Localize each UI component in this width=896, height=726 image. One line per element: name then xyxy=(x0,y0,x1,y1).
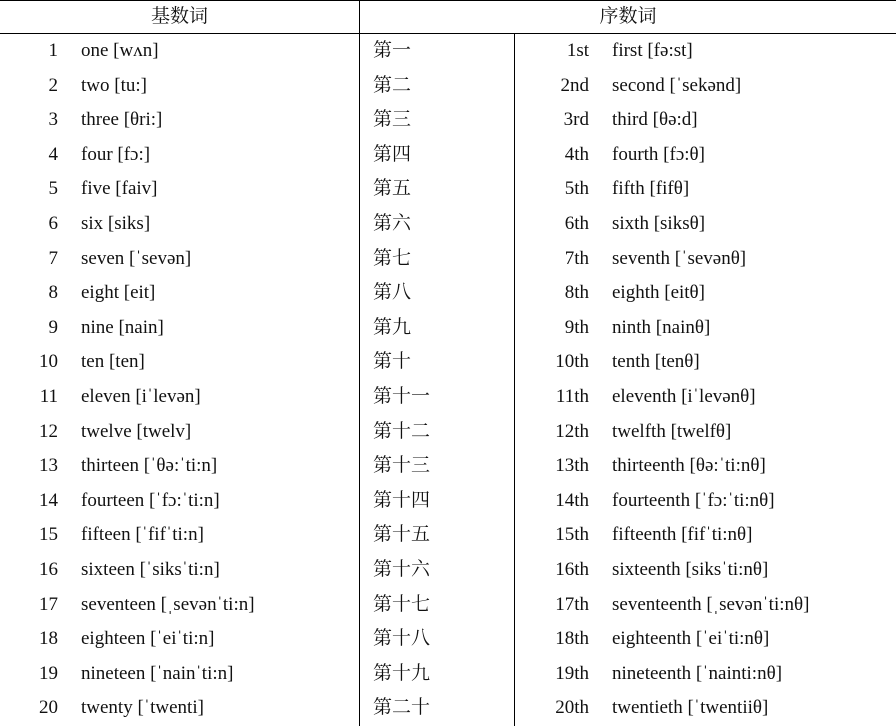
ordinal-abbrev-cell: 14th xyxy=(555,489,589,511)
ordinal-word-cell: fifth [fifθ] xyxy=(612,178,690,200)
ordinal-abbrev-cell: 15th xyxy=(555,524,589,546)
table-row xyxy=(0,588,896,623)
table-row xyxy=(0,657,896,692)
cardinal-number-cell: 1 xyxy=(48,40,58,61)
chinese-ordinal-cell: 第二 xyxy=(373,74,412,96)
cardinal-number-cell: 14 xyxy=(39,489,58,511)
table-row xyxy=(0,103,896,138)
ordinal-abbrev-cell: 13th xyxy=(555,455,589,477)
ordinal-word-cell: third [θə:d] xyxy=(612,109,698,131)
ordinal-abbrev-cell: 12th xyxy=(555,420,589,442)
ordinal-word-cell: ninth [nainθ] xyxy=(612,316,711,338)
ordinal-abbrev-cell: 16th xyxy=(555,559,589,580)
table-row xyxy=(0,311,896,346)
cardinal-number-cell: 7 xyxy=(48,247,58,269)
ordinal-abbrev-cell: 11th xyxy=(555,386,589,407)
ordinal-abbrev-cell: 7th xyxy=(564,247,589,269)
table-row xyxy=(0,138,896,173)
chinese-ordinal-cell: 第九 xyxy=(373,316,412,338)
table-row xyxy=(0,518,896,553)
ordinal-word-cell: twelfth [twelfθ] xyxy=(612,420,732,442)
cardinal-number-cell: 2 xyxy=(48,74,58,96)
ordinal-word-cell: first [fə:st] xyxy=(612,40,693,61)
ordinal-word-cell: fifteenth [fifˈti:nθ] xyxy=(612,524,753,546)
chinese-ordinal-cell: 第七 xyxy=(373,247,412,269)
cardinal-word-cell: eighteen [ˈeiˈti:n] xyxy=(81,628,215,650)
cardinal-word-cell: six [siks] xyxy=(81,213,151,234)
table-row xyxy=(0,415,896,450)
cardinal-number-cell: 10 xyxy=(39,351,58,373)
table-row xyxy=(0,380,896,415)
ordinal-word-cell: fourteenth [ˈfɔ:ˈti:nθ] xyxy=(612,489,775,511)
chinese-ordinal-cell: 第八 xyxy=(373,282,412,304)
ordinal-word-cell: sixth [siksθ] xyxy=(612,213,706,234)
cardinal-word-cell: fifteen [ˈfifˈti:n] xyxy=(81,524,204,546)
ordinal-word-cell: eighth [eitθ] xyxy=(612,282,705,304)
cardinal-word-cell: ten [ten] xyxy=(81,351,145,373)
ordinal-word-cell: sixteenth [siksˈti:nθ] xyxy=(612,559,769,580)
chinese-ordinal-cell: 第十七 xyxy=(373,593,431,615)
cardinal-number-cell: 4 xyxy=(48,143,58,165)
cardinal-word-cell: twelve [twelv] xyxy=(81,420,192,442)
ordinal-word-cell: seventeenth [ˌsevənˈti:nθ] xyxy=(612,593,810,615)
chinese-ordinal-cell: 第二十 xyxy=(373,697,431,719)
cardinal-header: 基数词 xyxy=(150,6,208,27)
table-row xyxy=(0,691,896,726)
cardinal-number-cell: 15 xyxy=(39,524,58,546)
cardinal-word-cell: three [θri:] xyxy=(81,109,163,131)
table-row xyxy=(0,242,896,277)
cardinal-number-cell: 5 xyxy=(48,178,58,200)
table-row xyxy=(0,69,896,104)
cardinal-word-cell: thirteen [ˈθə:ˈti:n] xyxy=(81,455,218,477)
table-row xyxy=(0,207,896,242)
ordinal-word-cell: eighteenth [ˈeiˈti:nθ] xyxy=(612,628,770,650)
ordinal-header: 序数词 xyxy=(599,6,657,27)
ordinal-word-cell: eleventh [iˈlevənθ] xyxy=(612,386,756,407)
table-row xyxy=(0,449,896,484)
cardinal-number-cell: 12 xyxy=(39,420,58,442)
cardinal-number-cell: 13 xyxy=(39,455,58,477)
cardinal-word-cell: twenty [ˈtwenti] xyxy=(81,697,204,719)
chinese-ordinal-cell: 第十六 xyxy=(373,559,431,580)
chinese-ordinal-cell: 第五 xyxy=(373,178,412,200)
table-row xyxy=(0,276,896,311)
table-row xyxy=(0,484,896,519)
ordinal-abbrev-cell: 3rd xyxy=(563,109,589,131)
cardinal-number-cell: 16 xyxy=(39,559,58,580)
ordinal-abbrev-cell: 5th xyxy=(564,178,589,200)
table-row xyxy=(0,553,896,588)
cardinal-word-cell: five [faiv] xyxy=(81,178,158,200)
ordinal-word-cell: nineteenth [ˈnainti:nθ] xyxy=(612,662,783,684)
cardinal-word-cell: one [wʌn] xyxy=(81,40,159,61)
cardinal-number-cell: 3 xyxy=(48,109,58,131)
chinese-ordinal-cell: 第三 xyxy=(373,109,412,131)
cardinal-number-cell: 17 xyxy=(39,593,58,615)
table-row xyxy=(0,345,896,380)
cardinal-number-cell: 18 xyxy=(39,628,58,650)
chinese-ordinal-cell: 第十 xyxy=(373,351,412,373)
cardinal-word-cell: nine [nain] xyxy=(81,316,164,338)
ordinal-abbrev-cell: 19th xyxy=(555,662,589,684)
ordinal-abbrev-cell: 4th xyxy=(564,143,589,165)
cardinal-word-cell: fourteen [ˈfɔ:ˈti:n] xyxy=(81,489,220,511)
chinese-ordinal-cell: 第十二 xyxy=(373,420,431,442)
table-row xyxy=(0,172,896,207)
cardinal-word-cell: seven [ˈsevən] xyxy=(81,247,192,269)
cardinal-number-cell: 20 xyxy=(39,697,58,719)
cardinal-number-cell: 19 xyxy=(39,662,58,684)
chinese-ordinal-cell: 第四 xyxy=(373,143,412,165)
table-row xyxy=(0,34,896,69)
table-row xyxy=(0,622,896,657)
cardinal-number-cell: 6 xyxy=(48,213,58,234)
cardinal-word-cell: nineteen [ˈnainˈti:n] xyxy=(81,662,234,684)
ordinal-abbrev-cell: 9th xyxy=(564,316,589,338)
ordinal-abbrev-cell: 2nd xyxy=(560,74,589,96)
ordinal-word-cell: second [ˈsekənd] xyxy=(612,74,742,96)
cardinal-number-cell: 8 xyxy=(48,282,58,304)
ordinal-word-cell: thirteenth [θə:ˈti:nθ] xyxy=(612,455,766,477)
cardinal-word-cell: eleven [iˈlevən] xyxy=(81,386,201,407)
ordinal-abbrev-cell: 10th xyxy=(555,351,589,373)
cardinal-number-cell: 9 xyxy=(48,316,58,338)
chinese-ordinal-cell: 第十八 xyxy=(373,628,431,650)
ordinal-abbrev-cell: 17th xyxy=(555,593,589,615)
ordinal-word-cell: tenth [tenθ] xyxy=(612,351,700,373)
chinese-ordinal-cell: 第六 xyxy=(373,213,412,234)
cardinal-word-cell: sixteen [ˈsiksˈti:n] xyxy=(81,559,220,580)
cardinal-word-cell: two [tu:] xyxy=(81,74,147,96)
ordinal-abbrev-cell: 18th xyxy=(555,628,589,650)
cardinal-word-cell: four [fɔ:] xyxy=(81,143,151,165)
ordinal-word-cell: twentieth [ˈtwentiiθ] xyxy=(612,697,769,719)
ordinal-word-cell: seventh [ˈsevənθ] xyxy=(612,247,747,269)
ordinal-abbrev-cell: 8th xyxy=(564,282,589,304)
cardinal-word-cell: eight [eit] xyxy=(81,282,156,304)
chinese-ordinal-cell: 第十一 xyxy=(373,386,431,407)
chinese-ordinal-cell: 第十五 xyxy=(373,524,431,546)
chinese-ordinal-cell: 第十四 xyxy=(373,489,431,511)
cardinal-number-cell: 11 xyxy=(39,386,58,407)
ordinal-abbrev-cell: 1st xyxy=(566,40,589,61)
ordinal-abbrev-cell: 20th xyxy=(555,697,589,719)
ordinal-word-cell: fourth [fɔ:θ] xyxy=(612,143,705,165)
cardinal-word-cell: seventeen [ˌsevənˈti:n] xyxy=(81,593,255,615)
chinese-ordinal-cell: 第十九 xyxy=(373,662,431,684)
chinese-ordinal-cell: 第一 xyxy=(373,40,412,61)
chinese-ordinal-cell: 第十三 xyxy=(373,455,431,477)
ordinal-abbrev-cell: 6th xyxy=(564,213,589,234)
